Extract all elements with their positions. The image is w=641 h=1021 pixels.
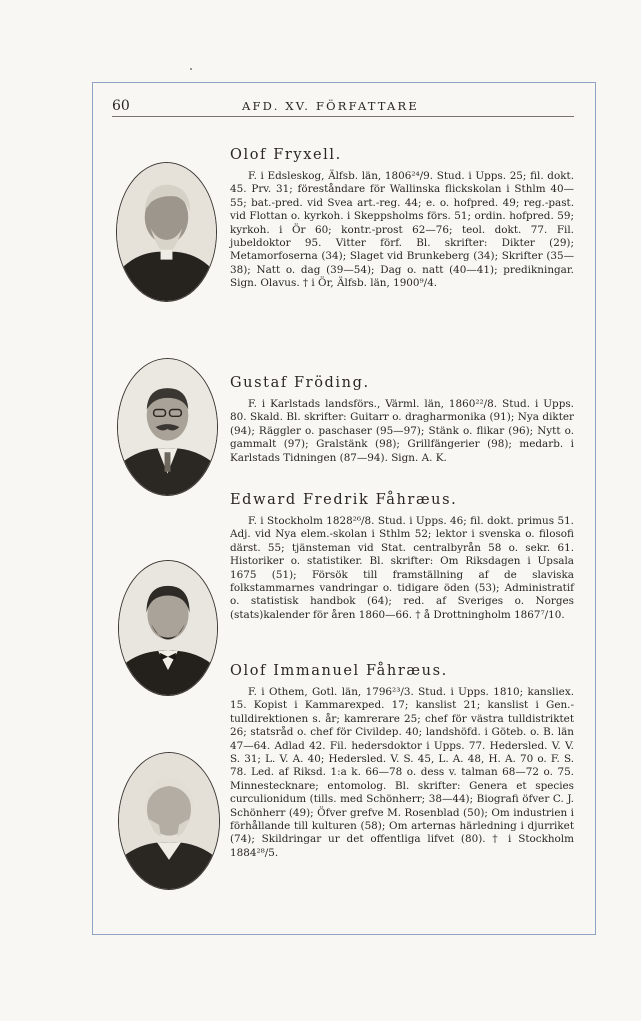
header-rule <box>112 116 574 117</box>
entry-name: Gustaf Fröding. <box>230 375 370 391</box>
entry-biography: F. i Stockholm 1828²⁶/8. Stud. i Upps. 46; fil. dokt. primus 51. Adj. vid Nya elem.-skolan i Sthlm 52; lektor i svenska o. filosofi därst. 55; tjänsteman vid Stat. centralbyrån 58 o. sekr. 61. Historiker o. statistiker. Bl. skrifter: Om Riksdagen i Upsala 1675 (51); Försök till framställning af de slaviska folkstammarnes vandringar o. tidigare öden (53); Administratif o. statistisk handbok (64); red. af Sveriges o. Norges (stats)kalender för åren 1860—66. † å Drottningholm 1867⁷/10. <box>230 515 574 621</box>
portrait-olof-immanuel-fahraeus <box>118 752 220 890</box>
portrait-olof-fryxell <box>116 162 217 302</box>
page-speck <box>190 68 192 70</box>
running-head: AFD. XV. FÖRFATTARE <box>242 99 420 113</box>
entry-olof-immanuel-fahraeus <box>230 662 574 860</box>
entry-gustaf-froding <box>230 374 574 465</box>
page-header <box>112 98 574 114</box>
entry-name: Olof Immanuel Fåhræus. <box>230 663 448 679</box>
entry-biography: F. i Karlstads landsförs., Värml. län, 1860²²/8. Stud. i Upps. 80. Skald. Bl. skrifter: Guitarr o. dragharmonika (91); Nya dikter (94); Räggler o. paschaser (95—97); Stänk o. flikar (96); Nytt o. gammalt (97); Gralstänk (98); Grillfängerier (98); medarb. i Karlstads Tidningen (87—94). Sign. A. K. <box>230 398 574 464</box>
entry-name: Edward Fredrik Fåhræus. <box>230 492 458 508</box>
entry-edward-fredrik-fahraeus <box>230 491 574 622</box>
entry-biography: F. i Edsleskog, Älfsb. län, 1806²⁴/9. Stud. i Upps. 25; fil. dokt. 45. Prv. 31; föreståndare för Wallinska flickskolan i Sthlm 40—55; bat.-pred. vid Svea art.-reg. 44; e. o. hofpred. 49; reg.-past. vid Flottan o. kyrkoh. i Skeppsholms förs. 51; ordin. hofpred. 59; kyrkoh. i Ör 60; kontr.-prost 62—76; teol. dokt. 77. Fil. jubeldoktor 95. Vitter förf. Bl. skrifter: Dikter (29); Metamorfoserna (34); Slaget vid Brunkeberg (34); Skrifter (35—38); Natt o. dag (39—54); Dag o. natt (40—41); predikningar. Sign. Olavus. † i Ör, Älfsb. län, 1900⁹/4. <box>230 170 574 290</box>
portrait-edward-fredrik-fahraeus <box>118 560 218 696</box>
entry-olof-fryxell <box>230 146 574 291</box>
page-number: 60 <box>112 98 130 114</box>
portrait-gustaf-froding <box>117 358 218 496</box>
entry-name: Olof Fryxell. <box>230 147 342 163</box>
entry-biography: F. i Othem, Gotl. län, 1796²³/3. Stud. i Upps. 1810; kansliex. 15. Kopist i Kammarexped. 17; kanslist 21; kanslist i Gen.-tulldirektionen s. år; kamrerare 25; chef för västra tulldistriktet 26; statsråd o. chef för Civildep. 40; landshöfd. i Göteb. o. B. län 47—64. Adlad 42. Fil. hedersdoktor i Upps. 77. Hedersled. V. V. S. 31; L. V. A. 40; Hedersled. V. S. 45, L. A. 48, H. A. 70 o. F. S. 78. Led. af Riksd. 1:a k. 66—78 o. dess v. talman 68—72 o. 75. Minnestecknare; entomolog. Bl. skrifter: Genera et species curculionidum (tills. med Schönherr; 38—44); Biografi öfver C. J. Schönherr (49); Öfver grefve M. Rosenblad (50); Om industrien i förhållande till kulturen (58); Om arternas härledning i djurriket (74); Skildringar ur det offentliga lifvet (80). † i Stockholm 1884²⁸/5. <box>230 686 574 859</box>
